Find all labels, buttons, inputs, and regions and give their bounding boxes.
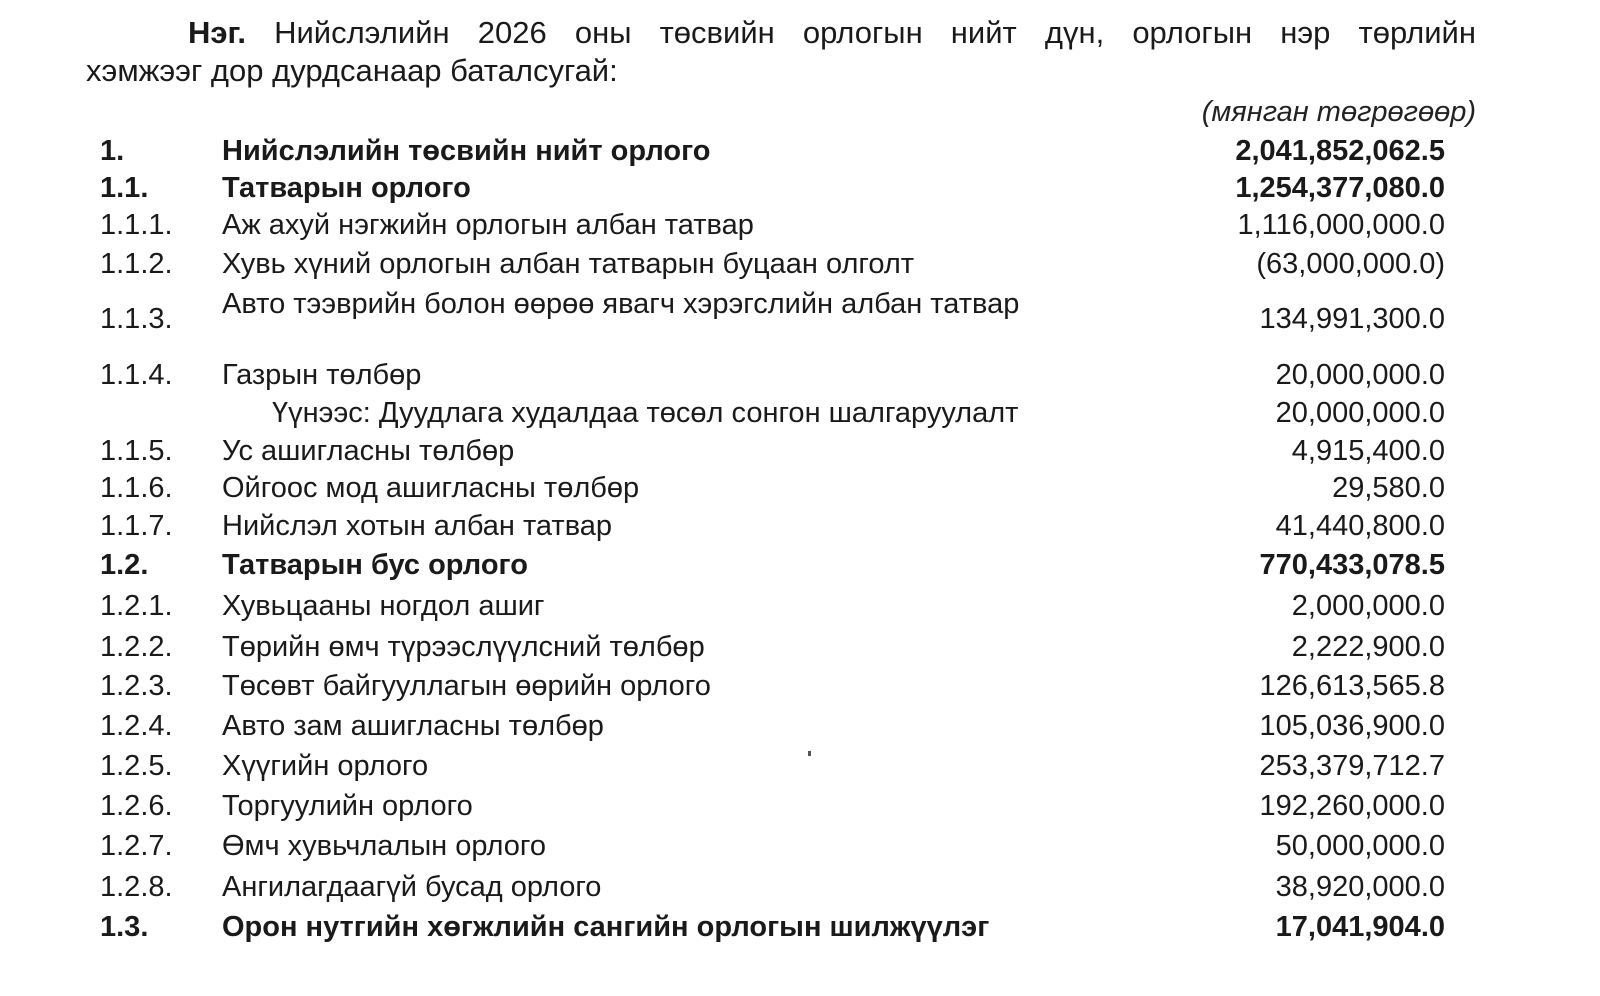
row-number: 1.2.6. — [100, 790, 173, 822]
row-number: 1.2.1. — [100, 590, 173, 622]
row-value: 20,000,000.0 — [1275, 359, 1445, 391]
row-value: 126,613,565.8 — [1259, 670, 1445, 702]
row-value: (63,000,000.0) — [1256, 248, 1445, 280]
row-value: 4,915,400.0 — [1291, 435, 1445, 467]
row-value: 1,116,000,000.0 — [1237, 209, 1445, 241]
row-value: 2,000,000.0 — [1291, 590, 1445, 622]
row-label: Аж ахуй нэгжийн орлогын албан татвар — [222, 209, 754, 241]
row-value: 770,433,078.5 — [1259, 549, 1445, 581]
intro-line-1 — [86, 14, 1476, 52]
row-label: Авто тээврийн болон өөрөө явагч хэрэгслийн албан татвар — [222, 288, 1020, 320]
row-label: Орон нутгийн хөгжлийн сангийн орлогын шилжүүлэг — [222, 911, 990, 943]
row-number: 1.1.5. — [100, 435, 173, 467]
row-number: 1.2.4. — [100, 710, 173, 742]
row-label: Ойгоос мод ашигласны төлбөр — [222, 472, 640, 504]
row-label: Хүүгийн орлого — [222, 750, 429, 782]
row-value: 50,000,000.0 — [1275, 830, 1445, 862]
intro-line-1-text: Нийслэлийн 2026 оны төсвийн орлогын нийт дүн, орлогын нэр төрлийн — [274, 15, 1476, 50]
row-label: Төсөвт байгууллагын өөрийн орлого — [222, 670, 711, 702]
row-number: 1.3. — [100, 911, 149, 943]
row-value: 2,041,852,062.5 — [1235, 135, 1445, 167]
row-label: Хувь хүний орлогын албан татварын буцаан олголт — [222, 248, 915, 280]
row-label: Хувьцааны ногдол ашиг — [222, 590, 545, 622]
row-value: 20,000,000.0 — [1275, 397, 1445, 429]
row-value: 41,440,800.0 — [1275, 510, 1445, 542]
row-number: 1.1.1. — [100, 209, 173, 241]
row-value: 17,041,904.0 — [1275, 911, 1445, 943]
row-value: 105,036,900.0 — [1259, 710, 1445, 742]
row-value: 29,580.0 — [1332, 472, 1445, 504]
row-label: Төрийн өмч түрээслүүлсний төлбөр — [222, 631, 705, 663]
row-number: 1.2.7. — [100, 830, 173, 862]
row-number: 1.2.8. — [100, 871, 173, 903]
intro-line-2: хэмжээг дор дурдсанаар баталсугай: — [86, 53, 618, 88]
row-label: Ус ашигласны төлбөр — [222, 435, 515, 467]
row-number: 1.1.7. — [100, 510, 173, 542]
scan-speck — [808, 751, 811, 756]
row-number: 1.2.5. — [100, 750, 173, 782]
row-label: Татварын бус орлого — [222, 549, 528, 581]
row-number: 1.2.3. — [100, 670, 173, 702]
row-number: 1.1.2. — [100, 248, 173, 280]
intro-paragraph — [86, 14, 1476, 90]
row-label: Нийслэл хотын албан татвар — [222, 510, 613, 542]
row-value: 134,991,300.0 — [1259, 303, 1445, 335]
row-label: Авто зам ашигласны төлбөр — [222, 710, 604, 742]
row-label: Татварын орлого — [222, 172, 471, 204]
intro-prefix: Нэг. — [188, 15, 246, 50]
row-number: 1. — [100, 135, 125, 167]
row-label: Өмч хувьчлалын орлого — [222, 830, 546, 862]
row-value: 2,222,900.0 — [1291, 631, 1445, 663]
row-label: Нийслэлийн төсвийн нийт орлого — [222, 135, 711, 167]
row-value: 38,920,000.0 — [1275, 871, 1445, 903]
row-value: 253,379,712.7 — [1259, 750, 1445, 782]
row-number: 1.1.6. — [100, 472, 173, 504]
units-note: (мянган төгрөгөөр) — [1201, 96, 1476, 128]
row-value: 1,254,377,080.0 — [1235, 172, 1445, 204]
row-label: Ангилагдаагүй бусад орлого — [222, 871, 602, 903]
row-label: Газрын төлбөр — [222, 359, 422, 391]
row-number: 1.2.2. — [100, 631, 173, 663]
row-label: Үүнээс: Дуудлага худалдаа төсөл сонгон шалгаруулалт — [272, 397, 1019, 429]
row-label: Торгуулийн орлого — [222, 790, 473, 822]
row-number: 1.1. — [100, 172, 149, 204]
row-number: 1.1.3. — [100, 303, 173, 335]
row-number: 1.2. — [100, 549, 149, 581]
row-value: 192,260,000.0 — [1259, 790, 1445, 822]
row-number: 1.1.4. — [100, 359, 173, 391]
